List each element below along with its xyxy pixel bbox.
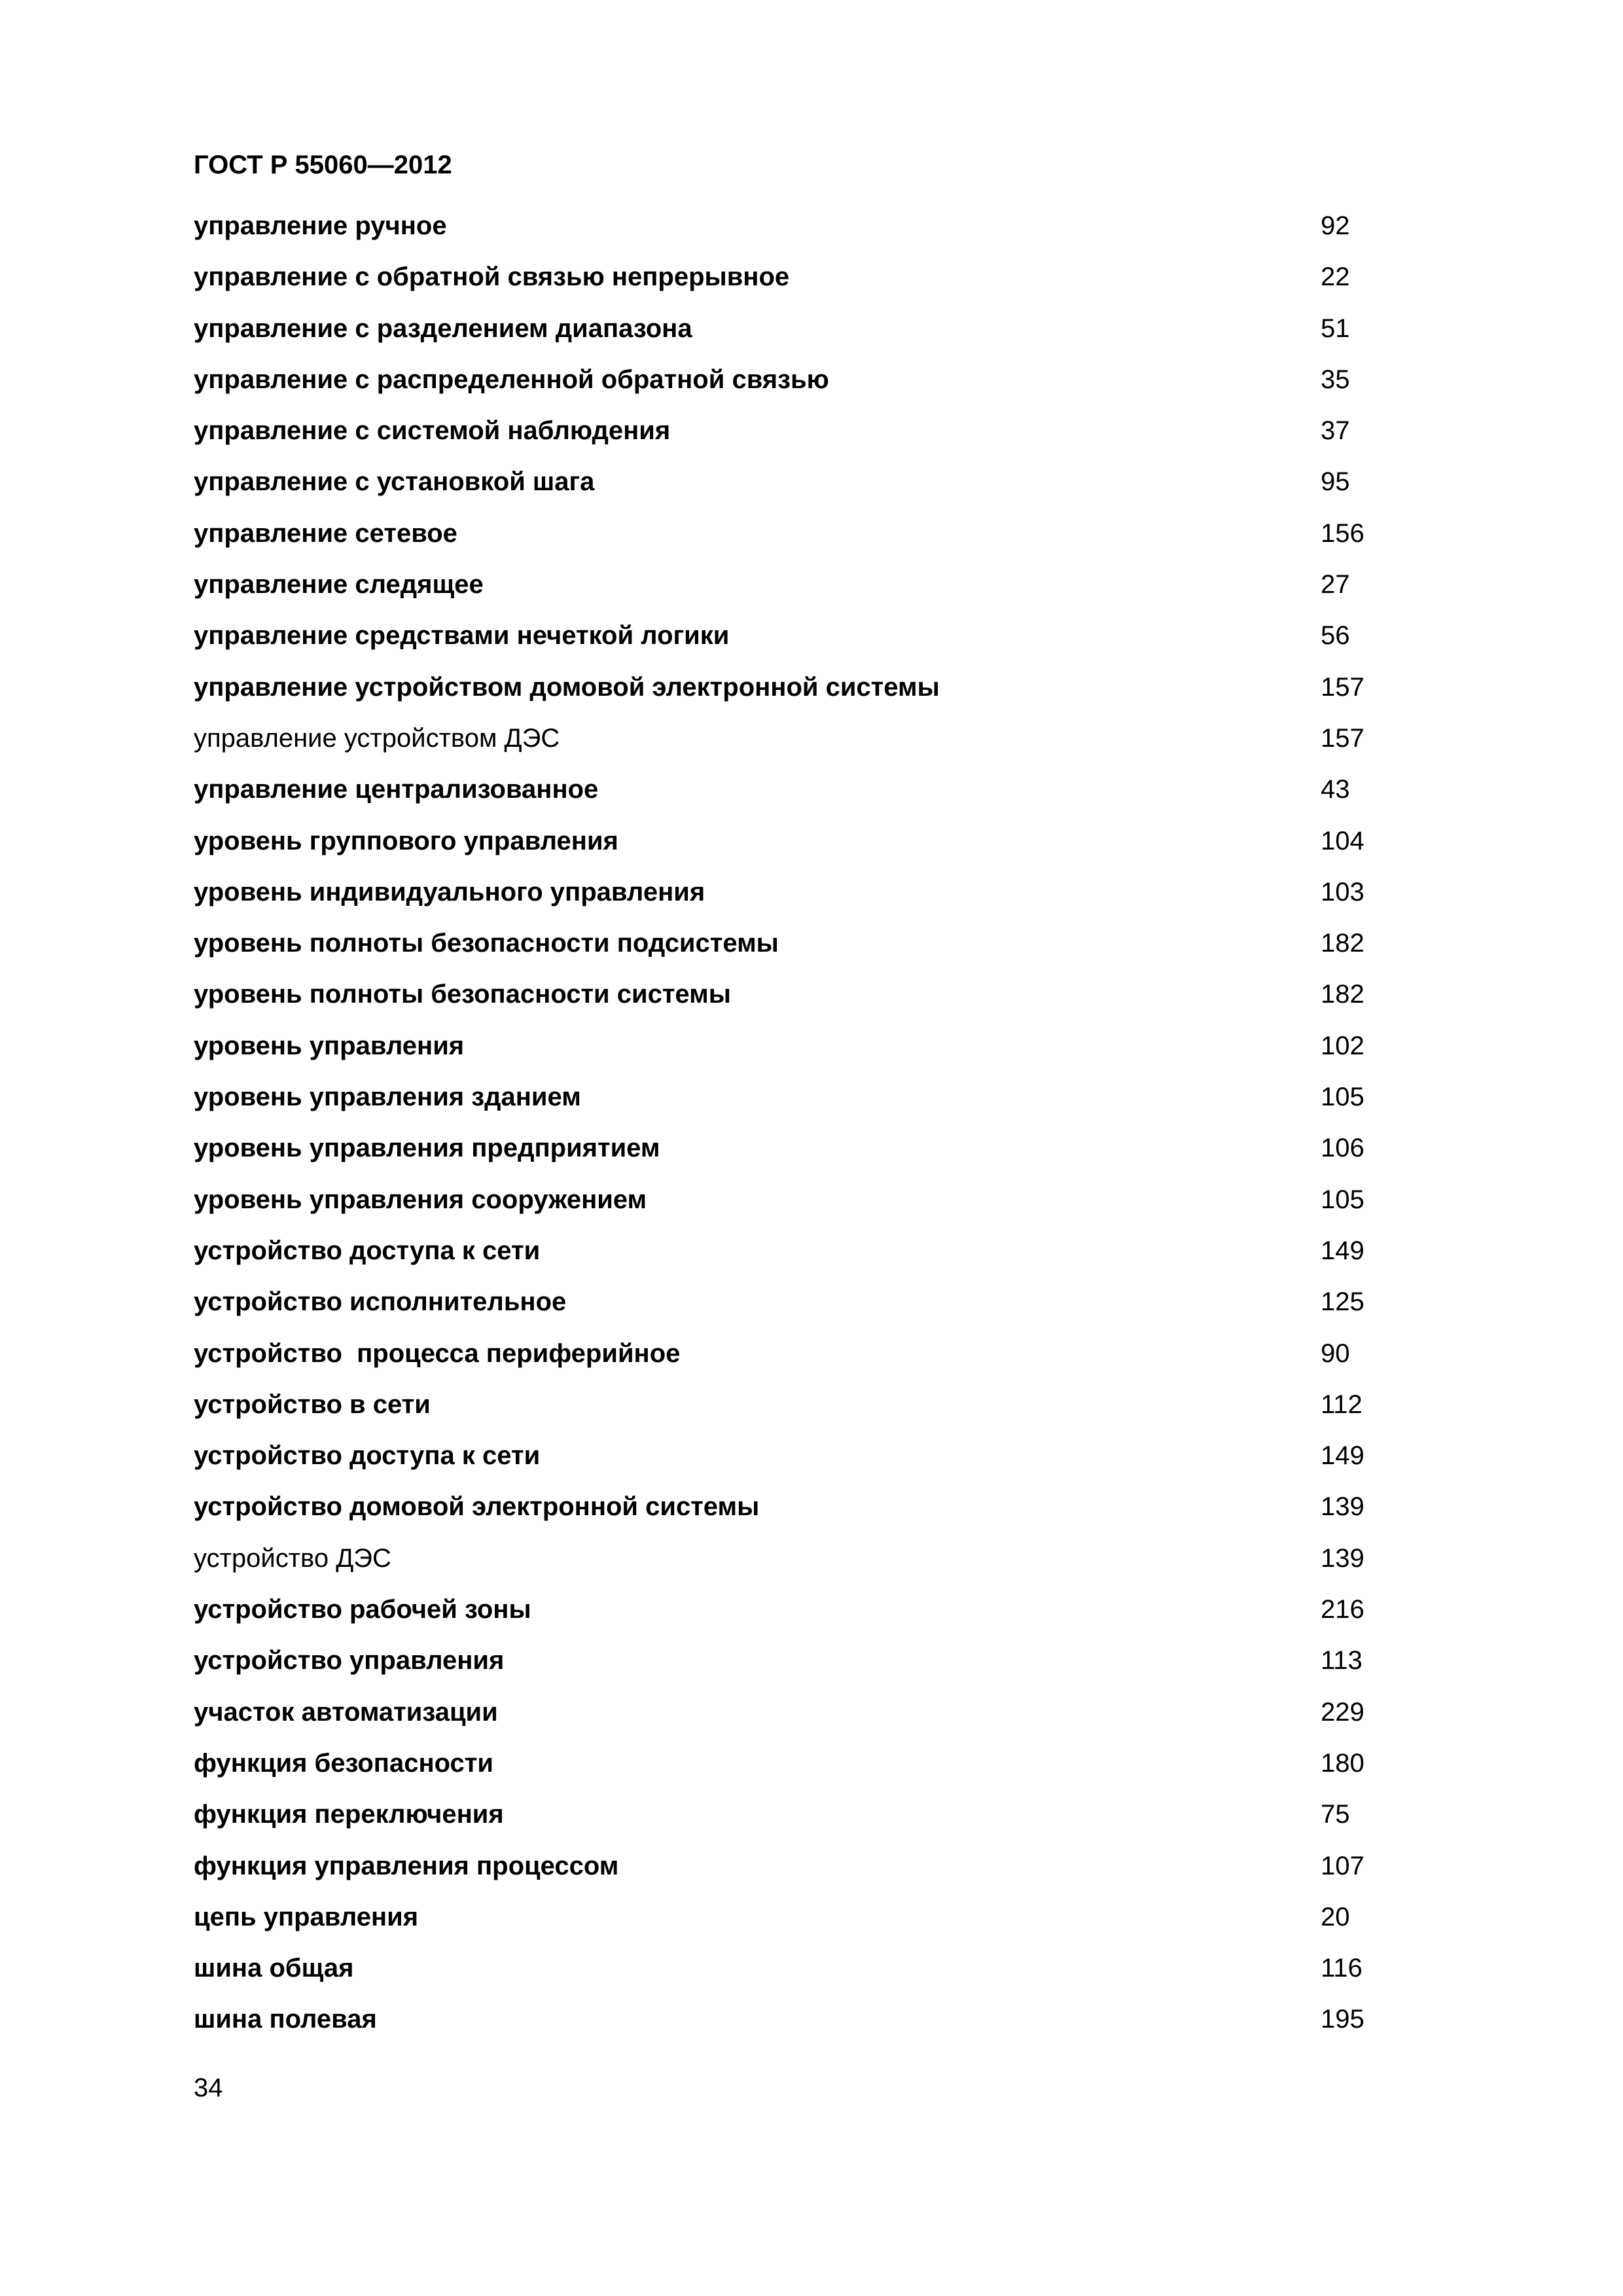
index-entry	[194, 1231, 1437, 1282]
index-term: уровень управления зданием	[194, 1083, 581, 1112]
index-number: 20	[1321, 1902, 1350, 1931]
index-number: 149	[1321, 1441, 1364, 1471]
index-entry	[194, 1026, 1437, 1077]
index-number: 195	[1321, 2005, 1364, 2034]
index-entry	[194, 1077, 1437, 1128]
index-term: управление сетевое	[194, 518, 457, 548]
index-number: 125	[1321, 1287, 1364, 1317]
index-term: устройство управления	[194, 1646, 505, 1676]
index-term: управление с разделением диапазона	[194, 314, 692, 343]
index-number: 180	[1321, 1748, 1364, 1778]
index-number: 182	[1321, 980, 1364, 1009]
index-entry	[194, 821, 1437, 872]
index-entry	[194, 206, 1437, 257]
index-term: устройство доступа к сети	[194, 1236, 541, 1265]
index-number: 182	[1321, 929, 1364, 958]
index-term: уровень управления сооружением	[194, 1185, 647, 1214]
index-entry	[194, 975, 1437, 1026]
index-term: функция управления процессом	[194, 1851, 619, 1880]
index-term: уровень группового управления	[194, 826, 618, 855]
index-number: 95	[1321, 467, 1350, 497]
index-number: 37	[1321, 416, 1350, 446]
index-term: уровень полноты безопасности системы	[194, 980, 731, 1009]
index-term: функция безопасности	[194, 1748, 493, 1778]
index-number: 22	[1321, 262, 1350, 292]
index-term: цепь управления	[194, 1902, 419, 1931]
index-entry	[194, 2000, 1437, 2051]
index-entry	[194, 1487, 1437, 1538]
index-entry	[194, 616, 1437, 667]
index-number: 43	[1321, 775, 1350, 804]
index-number: 157	[1321, 672, 1364, 702]
index-term: устройство доступа к сети	[194, 1441, 541, 1471]
index-entry	[194, 924, 1437, 975]
index-entry	[194, 1693, 1437, 1744]
index-entry	[194, 1282, 1437, 1333]
index-number: 156	[1321, 518, 1364, 548]
index-number: 105	[1321, 1185, 1364, 1214]
index-entry	[194, 668, 1437, 719]
index-list	[194, 206, 1437, 2051]
index-entry	[194, 1641, 1437, 1692]
index-number: 56	[1321, 621, 1350, 651]
index-entry	[194, 257, 1437, 308]
index-entry	[194, 411, 1437, 462]
index-entry	[194, 1539, 1437, 1590]
index-term: устройство исполнительное	[194, 1287, 567, 1317]
index-term: управление с обратной связью непрерывное	[194, 262, 790, 292]
index-number: 113	[1321, 1646, 1363, 1676]
index-entry	[194, 1334, 1437, 1385]
index-term: управление с распределенной обратной связью	[194, 365, 829, 394]
index-number: 27	[1321, 570, 1350, 600]
index-term: устройство рабочей зоны	[194, 1595, 531, 1624]
index-entry	[194, 1590, 1437, 1641]
index-number: 149	[1321, 1236, 1364, 1265]
index-term: управление следящее	[194, 570, 484, 600]
index-term: шина общая	[194, 1954, 354, 1983]
index-term: уровень управления	[194, 1031, 465, 1060]
index-entry	[194, 872, 1437, 924]
index-term: устройство ДЭС	[194, 1543, 391, 1573]
index-number: 216	[1321, 1595, 1364, 1624]
index-term: устройство процесса периферийное	[194, 1338, 681, 1368]
index-term: шина полевая	[194, 2005, 377, 2034]
index-entry	[194, 514, 1437, 565]
index-term: управление ручное	[194, 211, 447, 240]
index-number: 51	[1321, 314, 1350, 343]
index-term: управление устройством ДЭС	[194, 723, 560, 753]
index-entry	[194, 1948, 1437, 2000]
index-entry	[194, 309, 1437, 360]
index-entry	[194, 1795, 1437, 1846]
index-entry	[194, 360, 1437, 411]
index-entry	[194, 1385, 1437, 1436]
index-entry	[194, 462, 1437, 513]
index-number: 139	[1321, 1492, 1364, 1522]
index-number: 106	[1321, 1134, 1364, 1163]
index-entry	[194, 1897, 1437, 1948]
index-entry	[194, 719, 1437, 770]
index-term: функция переключения	[194, 1800, 504, 1829]
index-number: 139	[1321, 1543, 1364, 1573]
page-number: 34	[194, 2073, 223, 2102]
index-term: устройство домовой электронной системы	[194, 1492, 760, 1522]
index-number: 105	[1321, 1083, 1364, 1112]
index-entry	[194, 770, 1437, 821]
index-term: участок автоматизации	[194, 1697, 498, 1727]
index-number: 75	[1321, 1800, 1350, 1829]
index-term: устройство в сети	[194, 1390, 431, 1419]
index-term: уровень индивидуального управления	[194, 877, 705, 906]
index-term: уровень управления предприятием	[194, 1134, 660, 1163]
index-number: 102	[1321, 1031, 1364, 1060]
index-term: уровень полноты безопасности подсистемы	[194, 929, 779, 958]
index-number: 112	[1321, 1390, 1363, 1419]
index-number: 90	[1321, 1338, 1350, 1368]
index-term: управление устройством домовой электронной системы	[194, 672, 940, 702]
index-entry	[194, 1436, 1437, 1487]
index-entry	[194, 1744, 1437, 1795]
index-number: 92	[1321, 211, 1350, 240]
index-term: управление с системой наблюдения	[194, 416, 671, 446]
index-number: 157	[1321, 723, 1364, 753]
index-number: 35	[1321, 365, 1350, 394]
index-number: 104	[1321, 826, 1364, 855]
index-number: 107	[1321, 1851, 1364, 1880]
index-entry	[194, 1846, 1437, 1897]
index-entry	[194, 1128, 1437, 1179]
index-number: 116	[1321, 1954, 1363, 1983]
document-header: ГОСТ Р 55060—2012	[194, 151, 452, 179]
index-entry	[194, 1180, 1437, 1231]
index-entry	[194, 565, 1437, 616]
index-term: управление централизованное	[194, 775, 599, 804]
index-number: 103	[1321, 877, 1364, 906]
index-term: управление средствами нечеткой логики	[194, 621, 730, 651]
index-number: 229	[1321, 1697, 1364, 1727]
index-term: управление с установкой шага	[194, 467, 595, 497]
